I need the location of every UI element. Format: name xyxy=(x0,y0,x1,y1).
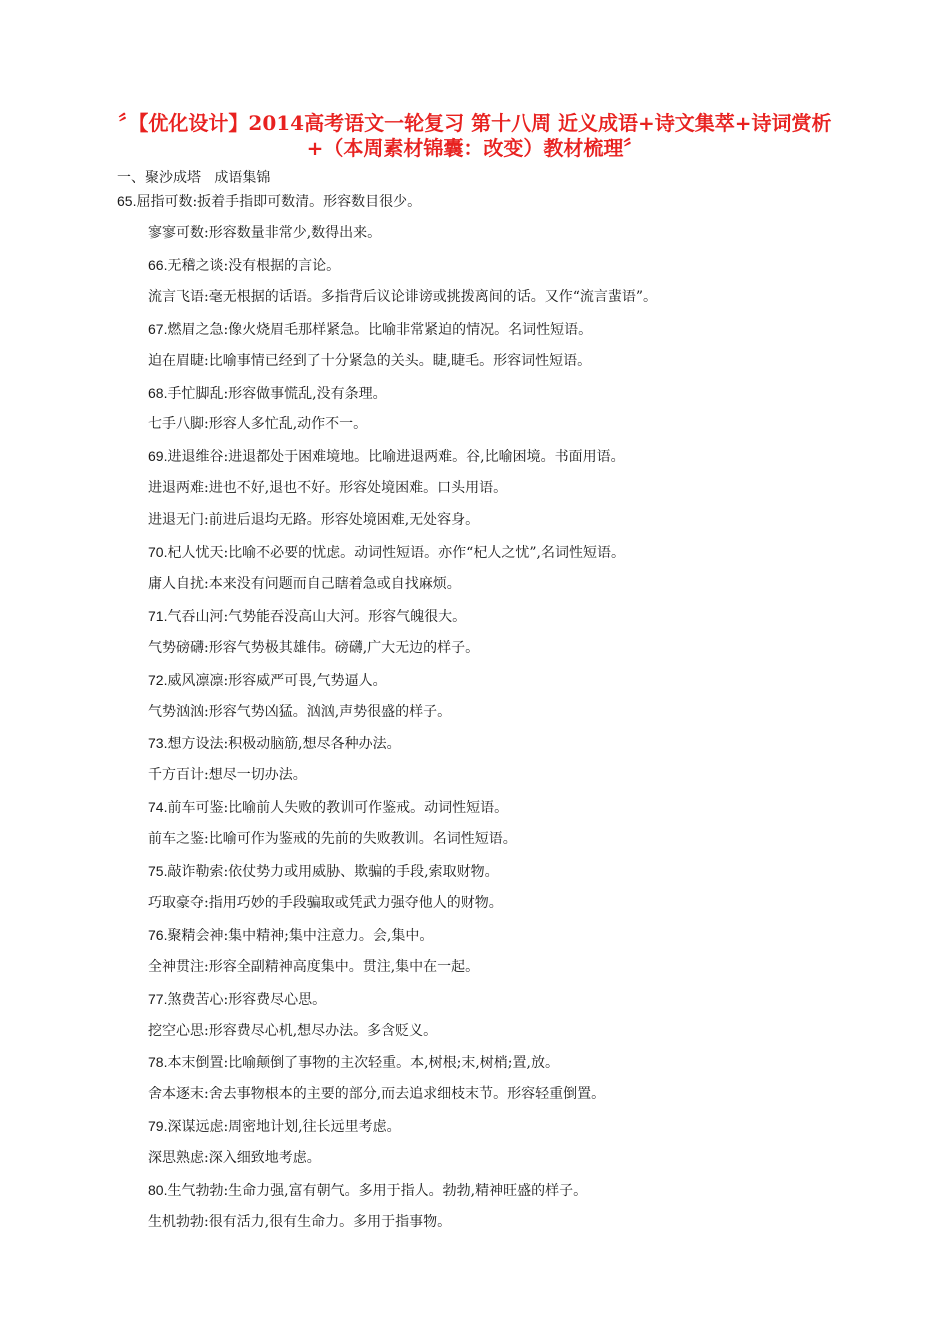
entry-text: 挖空心思:形容费尽心机,想尽办法。多含贬义。 xyxy=(148,1022,438,1039)
entry-number: 78. xyxy=(148,1054,168,1071)
entry-text: 屈指可数:扳着手指即可数清。形容数目很少。 xyxy=(136,194,422,210)
idiom-entry xyxy=(117,191,421,212)
entry-text: 庸人自扰:本来没有问题而自己瞎着急或自找麻烦。 xyxy=(148,575,461,592)
idiom-entry xyxy=(148,574,461,594)
entry-text: 进退两难:进也不好,退也不好。形容处境困难。口头用语。 xyxy=(148,480,508,497)
idiom-entry xyxy=(148,1116,401,1137)
idiom-entry xyxy=(148,733,401,754)
entry-text: 手忙脚乱:形容做事慌乱,没有条理。 xyxy=(167,385,387,402)
entry-text: 燃眉之急:像火烧眉毛那样紧急。比喻非常紧迫的情况。名词性短语。 xyxy=(167,321,593,338)
entry-text: 舍本逐末:舍去事物根本的主要的部分,而去追求细枝末节。形容轻重倒置。 xyxy=(148,1086,606,1103)
entry-text: 前车之鉴:比喻可作为鉴戒的先前的失败教训。名词性短语。 xyxy=(148,831,517,848)
entry-text: 深谋远虑:周密地计划,往长远里考虑。 xyxy=(167,1119,401,1136)
idiom-entry xyxy=(148,351,591,371)
entry-number: 66. xyxy=(148,256,168,273)
idiom-entry xyxy=(148,1180,587,1201)
entry-text: 前车可鉴:比喻前人失败的教训可作鉴戒。动词性短语。 xyxy=(167,800,509,817)
idiom-entry xyxy=(148,670,387,691)
entry-number: 65. xyxy=(117,193,137,209)
entry-text: 无稽之谈:没有根据的言论。 xyxy=(167,257,341,274)
idiom-entry xyxy=(148,925,433,946)
entry-text: 气吞山河:气势能吞没高山大河。形容气魄很大。 xyxy=(167,608,467,625)
idiom-entry xyxy=(148,765,307,785)
idiom-entry xyxy=(148,383,387,404)
entry-text: 威风凛凛:形容威严可畏,气势逼人。 xyxy=(167,672,387,689)
entry-text: 深思熟虑:深入细致地考虑。 xyxy=(148,1150,321,1167)
entry-number: 73. xyxy=(148,735,168,752)
idiom-entry xyxy=(148,478,507,498)
idiom-entry xyxy=(148,319,592,340)
idiom-entry xyxy=(148,1212,451,1232)
entry-text: 寥寥可数:形容数量非常少,数得出来。 xyxy=(148,225,382,241)
entry-number: 67. xyxy=(148,320,168,337)
entry-number: 79. xyxy=(148,1118,168,1135)
idiom-entry xyxy=(148,1148,321,1168)
entry-number: 75. xyxy=(148,863,168,879)
entry-number: 72. xyxy=(148,671,168,688)
idiom-entry xyxy=(148,542,625,563)
document-title: 〞【优化设计】2014高考语文一轮复习 第十八周 近义成语+诗文集萃+诗词赏析+（本周素材锦囊：改变）教材梳理〞 xyxy=(118,111,832,160)
idiom-entry xyxy=(148,797,508,818)
entry-text: 生气勃勃:生命力强,富有朝气。多用于指人。勃勃,精神旺盛的样子。 xyxy=(167,1183,588,1199)
idiom-entry xyxy=(148,1021,437,1041)
idiom-entry xyxy=(148,606,466,627)
entry-text: 生机勃勃:很有活力,很有生命力。多用于指事物。 xyxy=(148,1213,452,1230)
entry-text: 聚精会神:集中精神;集中注意力。会,集中。 xyxy=(167,927,434,944)
entry-text: 迫在眉睫:比喻事情已经到了十分紧急的关头。睫,睫毛。形容词性短语。 xyxy=(148,352,592,369)
entry-text: 杞人忧天:比喻不必要的忧虑。动词性短语。亦作“杞人之忧”,名词性短语。 xyxy=(167,545,625,561)
entry-text: 进退无门:前进后退均无路。形容处境困难,无处容身。 xyxy=(148,512,480,529)
idiom-entry xyxy=(148,638,479,658)
idiom-entry xyxy=(148,702,451,722)
entry-text: 进退维谷:进退都处于困难境地。比喻进退两难。谷,比喻困境。书面用语。 xyxy=(167,449,625,466)
entry-number: 70. xyxy=(148,544,168,560)
idiom-entry xyxy=(148,510,479,530)
idiom-entry xyxy=(148,989,326,1010)
entry-text: 想方设法:积极动脑筋,想尽各种办法。 xyxy=(167,736,401,753)
entry-text: 千方百计:想尽一切办法。 xyxy=(148,767,307,784)
idiom-entry xyxy=(148,829,517,849)
entry-text: 煞费苦心:形容费尽心思。 xyxy=(167,991,327,1008)
entry-number: 68. xyxy=(148,384,168,401)
idiom-entry xyxy=(148,223,381,243)
entry-number: 76. xyxy=(148,926,168,943)
entry-text: 本末倒置:比喻颠倒了事物的主次轻重。本,树根;末,树梢;置,放。 xyxy=(167,1055,559,1072)
idiom-entry xyxy=(148,1052,559,1073)
entry-number: 71. xyxy=(148,607,168,624)
idiom-entry xyxy=(148,1084,605,1104)
entry-number: 74. xyxy=(148,799,168,816)
entry-text: 气势汹汹:形容气势凶猛。汹汹,声势很盛的样子。 xyxy=(148,703,452,720)
idiom-entry xyxy=(148,893,503,913)
idiom-entry xyxy=(148,287,657,307)
entry-text: 七手八脚:形容人多忙乱,动作不一。 xyxy=(148,416,368,433)
idiom-entry xyxy=(148,446,625,467)
idiom-entry xyxy=(148,957,479,977)
entry-text: 巧取豪夺:指用巧妙的手段骗取或凭武力强夺他人的财物。 xyxy=(148,894,503,911)
idiom-entry xyxy=(148,861,499,882)
entry-text: 流言飞语:毫无根据的话语。多指背后议论诽谤或挑拨离间的话。又作“流言蜚语”。 xyxy=(148,288,658,305)
section-heading: 一、聚沙成塔 成语集锦 xyxy=(117,170,271,186)
entry-number: 69. xyxy=(148,448,168,465)
entry-number: 77. xyxy=(148,990,168,1007)
idiom-entry xyxy=(148,255,340,276)
entry-text: 气势磅礴:形容气势极其雄伟。磅礴,广大无边的样子。 xyxy=(148,639,480,656)
entry-text: 全神贯注:形容全副精神高度集中。贯注,集中在一起。 xyxy=(148,958,480,975)
entry-text: 敲诈勒索:依仗势力或用威胁、欺骗的手段,索取财物。 xyxy=(167,864,499,880)
entry-number: 80. xyxy=(148,1182,168,1198)
idiom-entry xyxy=(148,414,367,434)
